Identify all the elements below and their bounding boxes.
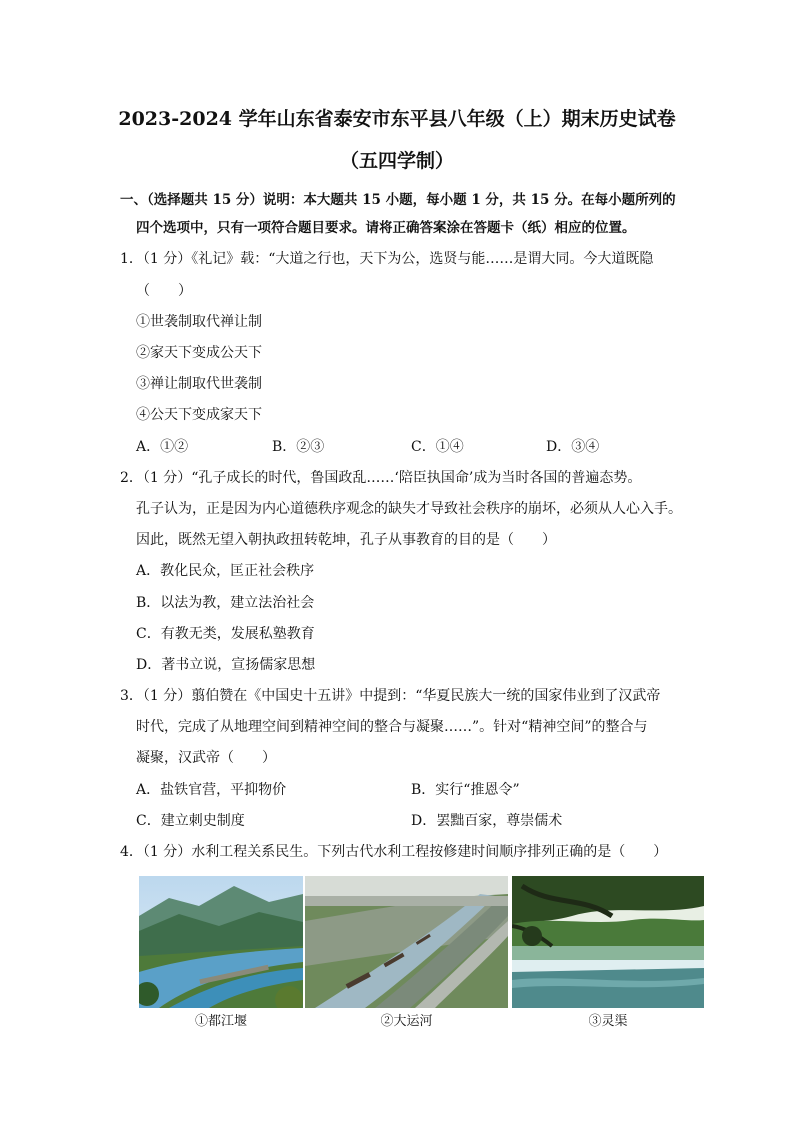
document-subtitle: （五四学制） (339, 150, 454, 172)
question-3-option-a[interactable]: A．盐铁官营，平抑物价 (136, 782, 287, 798)
question-2-option-a[interactable]: A．教化民众，匡正社会秩序 (136, 563, 315, 579)
photo-caption-dujiangyan: ①都江堰 (194, 1014, 247, 1029)
question-1-option-a[interactable]: A．①② (136, 439, 189, 455)
question-1-item: ④公天下变成家天下 (136, 407, 262, 423)
question-1-option-c[interactable]: C．①④ (411, 439, 464, 455)
question-2-option-d[interactable]: D．著书立说，宣扬儒家思想 (136, 657, 316, 673)
question-3-stem-line3: 凝聚，汉武帝（ ） (136, 750, 276, 766)
question-1-blank: （ ） (136, 283, 192, 299)
question-1-item: ②家天下变成公天下 (136, 345, 262, 361)
section-instruction-line1: 一、（选择题共 15 分）说明：本大题共 15 小题，每小题 1 分，共 15 分。在每小题所列的 (120, 192, 676, 208)
question-1-item: ①世袭制取代禅让制 (136, 314, 262, 330)
question-1-stem: 1．（1 分）《礼记》载：“大道之行也，天下为公，选贤与能……是谓大同。今大道既隐 (120, 251, 654, 267)
question-4-stem: 4．（1 分）水利工程关系民生。下列古代水利工程按修建时间顺序排列正确的是（ ） (120, 844, 668, 860)
document-title: 2023-2024 学年山东省泰安市东平县八年级（上）期末历史试卷 (118, 108, 676, 130)
question-1-option-d[interactable]: D．③④ (546, 439, 600, 455)
question-1-option-b[interactable]: B．②③ (272, 439, 325, 455)
question-3-option-c[interactable]: C．建立刺史制度 (136, 813, 245, 829)
grand-canal-photo (305, 876, 508, 1008)
photo-caption-lingqu: ③灵渠 (588, 1014, 628, 1029)
question-2-stem-line2: 孔子认为，正是因为内心道德秩序观念的缺失才导致社会秩序的崩坏，必须从人心入手。 (136, 501, 682, 517)
question-2-stem-line3: 因此，既然无望入朝执政扭转乾坤，孔子从事教育的目的是（ ） (136, 532, 556, 548)
lingqu-canal-photo (512, 876, 704, 1008)
question-3-stem-line2: 时代，完成了从地理空间到精神空间的整合与凝聚……”。针对“精神空间”的整合与 (136, 719, 648, 735)
photo-caption-grand-canal: ②大运河 (380, 1014, 433, 1029)
dujiangyan-photo (139, 876, 303, 1008)
question-2-stem-line1: 2．（1 分）“孔子成长的时代，鲁国政乱……‘陪臣执国命’成为当时各国的普遍态势。 (120, 470, 642, 486)
question-1-item: ③禅让制取代世袭制 (136, 376, 262, 392)
question-2-option-c[interactable]: C．有教无类，发展私塾教育 (136, 626, 315, 642)
question-3-stem-line1: 3．（1 分）翦伯赞在《中国史十五讲》中提到：“华夏民族大一统的国家伟业到了汉武帝 (120, 688, 661, 704)
question-3-option-d[interactable]: D．罢黜百家，尊崇儒术 (411, 813, 563, 829)
section-instruction-line2: 四个选项中，只有一项符合题目要求。请将正确答案涂在答题卡（纸）相应的位置。 (136, 220, 636, 236)
question-3-option-b[interactable]: B．实行“推恩令” (411, 782, 520, 798)
question-2-option-b[interactable]: B．以法为教，建立法治社会 (136, 595, 315, 611)
